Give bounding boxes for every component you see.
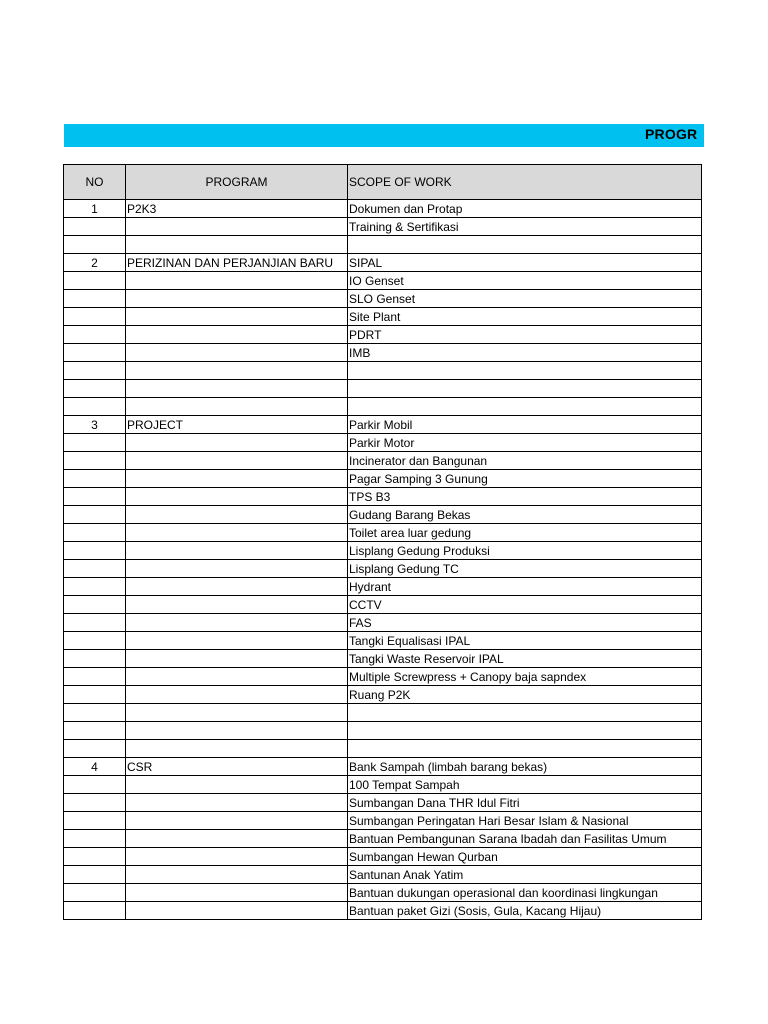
cell-program <box>126 884 348 902</box>
table-row <box>64 362 702 380</box>
cell-program <box>126 740 348 758</box>
cell-program <box>126 668 348 686</box>
cell-no <box>64 470 126 488</box>
cell-no <box>64 524 126 542</box>
cell-program: PERIZINAN DAN PERJANJIAN BARU <box>126 254 348 272</box>
cell-program <box>126 524 348 542</box>
cell-no: 2 <box>64 254 126 272</box>
cell-scope <box>348 362 702 380</box>
program-table <box>63 164 702 920</box>
cell-program <box>126 560 348 578</box>
cell-no <box>64 776 126 794</box>
table-row <box>64 524 702 542</box>
cell-program <box>126 434 348 452</box>
cell-program <box>126 236 348 254</box>
cell-scope: SLO Genset <box>348 290 702 308</box>
cell-no <box>64 668 126 686</box>
cell-no <box>64 632 126 650</box>
cell-no <box>64 650 126 668</box>
cell-program <box>126 470 348 488</box>
cell-scope: Parkir Mobil <box>348 416 702 434</box>
header-program: PROGRAM <box>126 165 348 200</box>
cell-scope: SIPAL <box>348 254 702 272</box>
cell-program <box>126 488 348 506</box>
table-row <box>64 344 702 362</box>
cell-program <box>126 398 348 416</box>
table-row <box>64 506 702 524</box>
cell-scope: FAS <box>348 614 702 632</box>
cell-no <box>64 236 126 254</box>
cell-no <box>64 740 126 758</box>
cell-scope <box>348 236 702 254</box>
cell-no <box>64 560 126 578</box>
table-row <box>64 812 702 830</box>
cell-no <box>64 506 126 524</box>
cell-scope: PDRT <box>348 326 702 344</box>
table-row <box>64 740 702 758</box>
table-row <box>64 434 702 452</box>
cell-scope: Lisplang Gedung Produksi <box>348 542 702 560</box>
cell-program <box>126 326 348 344</box>
cell-program <box>126 218 348 236</box>
cell-program <box>126 344 348 362</box>
cell-program: CSR <box>126 758 348 776</box>
cell-program <box>126 704 348 722</box>
cell-scope: Parkir Motor <box>348 434 702 452</box>
table-row <box>64 254 702 272</box>
cell-program <box>126 848 348 866</box>
cell-program <box>126 362 348 380</box>
cell-scope <box>348 740 702 758</box>
cell-no <box>64 308 126 326</box>
cell-program <box>126 776 348 794</box>
cell-scope: Tangki Equalisasi IPAL <box>348 632 702 650</box>
table-row <box>64 902 702 920</box>
cell-no <box>64 794 126 812</box>
cell-no: 3 <box>64 416 126 434</box>
cell-scope: Incinerator dan Bangunan <box>348 452 702 470</box>
cell-no <box>64 272 126 290</box>
table-row <box>64 614 702 632</box>
cell-program <box>126 902 348 920</box>
cell-program <box>126 650 348 668</box>
cell-scope: IMB <box>348 344 702 362</box>
cell-scope: Training & Sertifikasi <box>348 218 702 236</box>
cell-no <box>64 614 126 632</box>
table-row <box>64 236 702 254</box>
table-row <box>64 398 702 416</box>
cell-scope: Santunan Anak Yatim <box>348 866 702 884</box>
cell-no <box>64 344 126 362</box>
cell-no <box>64 866 126 884</box>
cell-scope: Gudang Barang Bekas <box>348 506 702 524</box>
header-scope: SCOPE OF WORK <box>348 165 702 200</box>
table-row <box>64 848 702 866</box>
table-row <box>64 380 702 398</box>
table-row <box>64 722 702 740</box>
cell-no: 1 <box>64 200 126 218</box>
cell-program <box>126 722 348 740</box>
header-no: NO <box>64 165 126 200</box>
cell-no <box>64 542 126 560</box>
cell-scope <box>348 380 702 398</box>
cell-no <box>64 578 126 596</box>
table-row <box>64 758 702 776</box>
cell-no <box>64 290 126 308</box>
table-row <box>64 416 702 434</box>
cell-no <box>64 488 126 506</box>
cell-no <box>64 704 126 722</box>
cell-scope <box>348 398 702 416</box>
cell-no <box>64 326 126 344</box>
cell-program <box>126 272 348 290</box>
cell-scope: Bantuan Pembangunan Sarana Ibadah dan Fasilitas Umum <box>348 830 702 848</box>
cell-program <box>126 632 348 650</box>
table-row <box>64 794 702 812</box>
cell-program <box>126 506 348 524</box>
cell-program <box>126 614 348 632</box>
table-row <box>64 830 702 848</box>
cell-program <box>126 380 348 398</box>
cell-scope <box>348 722 702 740</box>
cell-scope: Ruang P2K <box>348 686 702 704</box>
cell-scope: Bank Sampah (limbah barang bekas) <box>348 758 702 776</box>
table-row <box>64 704 702 722</box>
cell-scope <box>348 704 702 722</box>
cell-program: P2K3 <box>126 200 348 218</box>
cell-no <box>64 848 126 866</box>
table-row <box>64 578 702 596</box>
cell-no: 4 <box>64 758 126 776</box>
cell-scope: Dokumen dan Protap <box>348 200 702 218</box>
cell-scope: 100 Tempat Sampah <box>348 776 702 794</box>
cell-program <box>126 308 348 326</box>
table-row <box>64 884 702 902</box>
table-row <box>64 596 702 614</box>
cell-no <box>64 452 126 470</box>
cell-scope: Multiple Screwpress + Canopy baja sapndex <box>348 668 702 686</box>
cell-program <box>126 542 348 560</box>
cell-scope: Pagar Samping 3 Gunung <box>348 470 702 488</box>
table-row <box>64 272 702 290</box>
table-row <box>64 326 702 344</box>
cell-no <box>64 398 126 416</box>
page-title: PROGR <box>645 126 698 142</box>
cell-no <box>64 596 126 614</box>
cell-scope: Sumbangan Dana THR Idul Fitri <box>348 794 702 812</box>
header-row <box>64 165 702 200</box>
cell-scope: TPS B3 <box>348 488 702 506</box>
cell-no <box>64 362 126 380</box>
table-row <box>64 488 702 506</box>
table-row <box>64 308 702 326</box>
cell-scope: Hydrant <box>348 578 702 596</box>
table-row <box>64 452 702 470</box>
cell-scope: Sumbangan Peringatan Hari Besar Islam & Nasional <box>348 812 702 830</box>
table-row <box>64 866 702 884</box>
cell-no <box>64 380 126 398</box>
title-band <box>64 124 704 147</box>
table-row <box>64 560 702 578</box>
table-row <box>64 470 702 488</box>
cell-scope: CCTV <box>348 596 702 614</box>
cell-no <box>64 218 126 236</box>
cell-scope: Bantuan paket Gizi (Sosis, Gula, Kacang Hijau) <box>348 902 702 920</box>
cell-program <box>126 866 348 884</box>
table-body <box>64 200 702 920</box>
cell-scope: Bantuan dukungan operasional dan koordinasi lingkungan <box>348 884 702 902</box>
cell-no <box>64 686 126 704</box>
table-row <box>64 632 702 650</box>
cell-scope: IO Genset <box>348 272 702 290</box>
cell-no <box>64 812 126 830</box>
cell-program <box>126 452 348 470</box>
table-row <box>64 290 702 308</box>
cell-program: PROJECT <box>126 416 348 434</box>
cell-program <box>126 830 348 848</box>
cell-program <box>126 290 348 308</box>
table-row <box>64 218 702 236</box>
cell-program <box>126 812 348 830</box>
cell-scope: Sumbangan Hewan Qurban <box>348 848 702 866</box>
cell-program <box>126 578 348 596</box>
cell-scope: Site Plant <box>348 308 702 326</box>
table-row <box>64 776 702 794</box>
cell-scope: Tangki Waste Reservoir IPAL <box>348 650 702 668</box>
table-row <box>64 686 702 704</box>
cell-no <box>64 434 126 452</box>
table-row <box>64 668 702 686</box>
cell-no <box>64 902 126 920</box>
table-row <box>64 200 702 218</box>
cell-no <box>64 884 126 902</box>
cell-no <box>64 722 126 740</box>
cell-no <box>64 830 126 848</box>
cell-program <box>126 686 348 704</box>
table-row <box>64 542 702 560</box>
cell-program <box>126 596 348 614</box>
cell-scope: Toilet area luar gedung <box>348 524 702 542</box>
table-row <box>64 650 702 668</box>
cell-scope: Lisplang Gedung TC <box>348 560 702 578</box>
cell-program <box>126 794 348 812</box>
